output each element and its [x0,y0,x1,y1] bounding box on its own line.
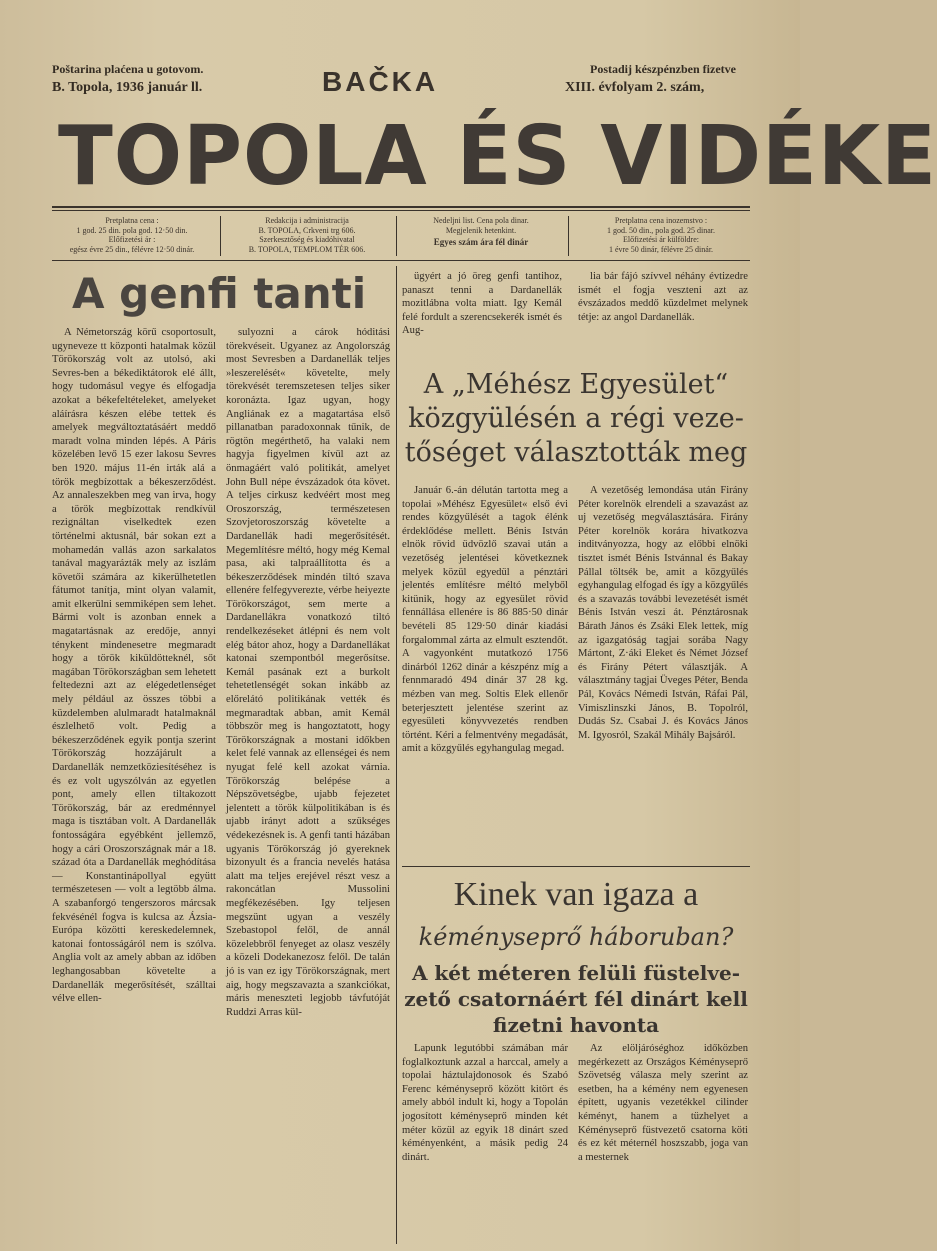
info-divider [220,216,221,256]
article-title-mehesz: A „Méhész Egyesület“ közgyülésén a régi veze- tőséget választották meg [404,369,748,468]
article-genfi-col4: lia bár fájó szívvel néhány évtizedre ismét el fogja veszteni azt az évszázados meddő küzdelmet melynek tétje: az angol Dardanellák. [578,271,748,323]
article-genfi-col3: ügyért a jó öreg genfi tantihoz, panaszt tenni a Dardanellák mozitlábna volta miatt. Igy Kemál felé fordult a szerencsekerék ismét és Aug- [402,271,562,337]
article-title-genfi: A genfi tanti [72,269,367,318]
info-divider [568,216,569,256]
article-mehesz-col2: A vezetőség lemondása után Firány Péter korelnök elrendeli a szavazást az uj vezetőség megválasztására. Firány Péter korelnök korára hivatkozva inditványozza, hogy az előbbi elnöki tisztet ismét Bénis Istvánnal és Bakay Pállal töltsék be, amit a közgyűlés egyhangulag elfogad és így a közgyűlés és a szavazás további levezetését ismét Bénis István veszi át. Pénztárosnak Bárath János és Zsáki Elek lettek, míg az igazgatóság tagjai sorába Nagy Mártont, Z·áki Eleket és Német József és Firány Pétert választják. A választmány tagjai Üveges Péter, Benda Pál, Kovács Némedi István, Ráfai Pál, Vimiszlinszki János, B. Topolról, Dudás Sz. Csabai J. és Kovács János M. Igyosról, Szakál Mihály Bajsáról. [578,485,748,741]
article-genfi-col2: sulyozni a cárok hóditási törekvéseit. Ugyanez az Angolország most Sevresben a Dardanellák teljes »leszerelését« követelte, mely törekvését teremszetesen teljes siker koronázta. Igaz ugyan, hogy Angliának ez a magatartása első pillanatban paradoxonnak tűnik, de rögtön megérthető, ha valaki nem hagyja figyelmen kívül azt az önmagáért való politikát, amelyet John Bull népe évszázadok óta követ. A teljes cirkusz kedvéért most meg Oroszország, természetesen Szovjetoroszország követelte a Dardanellák hadi megerősítését. Megemlítésre méltó, hogy még Kemal pasa, aki talpraállította és a békeszerződések mindén tiltó szava ellenére felfegyverezte, vérbe heiyezte Törökországot, sem merte a Dardanellákra vonatkozó tiltó rendelkezéseket átlépni és nem volt elég bátor ahoz, hogy a Dardanellákat katonai szempontból megerősítse. Kemál pasának ezt a burkolt tehetetlenségét sokan inkább az előrelátó politikának vették és megmaradtak abban, amit Kemál többször meg is hangoztatott, hogy Törökországnak a mostani időkben kelet felé vannak az ellenségei és nem nyugat felé kell azokat várnia. Törökország belépése a Népszövetségbe, ujabb fejezetet jelentett a török külpolitikában is és ujabb irányt adott a szükséges védekezésnek is. A genfi tanti házában ugyanis Törökország jó gyereknek bizonyult és a francia nevelés hatása alatt ma teljes erejével részt vesz a rakoncátlan Mussolini megfékezésében. Igy teljesen megszünt ugyan a veszély Szebastopol felől, de annál közelebbről fenyeget az olasz veszély a közeli Dodekanezosz felől. De talán jó is van ez igy Törökországnak, mert aig, hogy megszavazta a szankciókat, máris meneszteti legjobb távfutóját Ruddzi Arras kül- [226,327,390,1018]
masthead-rule-thin [52,210,750,211]
volume-number: XIII. évfolyam 2. szám, [565,80,705,95]
article-subtitle-kemeny: A két méteren felüli füstelve- zető csatornáért fél dinárt kell fizetni havonta [404,961,748,1037]
infobar-rule [52,260,750,261]
info-divider [396,216,397,256]
article-kemeny-col2: Az elöljáróséghoz időközben megérkezett az Országos Kéményseprő Szövetség válasza mely szerint az esetben, ha a kémény nem egyenesen épített, ugyanis vezetékkel cilinder kéményt, hanem a tüzhelyet a Kéményseprő füstvezető csatorna köti és ez két méternél hoszszabb, joga van a mesternek [578,1043,748,1163]
column-divider [396,266,397,1244]
article-genfi-col1: A Németország körű csoportosult, ugyneveze tt központi hatalmak közül Törökország volt az utolsó, aki Sevres-ben a békediktátorok elé állt, hogy tudomásul vegye és elfogadja azokat a békefeltételeket, amelyeket aláírásra készen elébe tettek és amelyek megváltoztatásáért meddő maradt volna minden lépés. A Páris közelében levő 15 ezer lakosu Sevres ben 1920. május 11-én irták alá a török megbízottak a békeszerződést. Az annaleszekben meg van irva, hogy a török megbízottak rendkívül rezignáltan viselkedtek ezen történelmi aktusnál, bár sokan ezt a mohamedán vallás azon sarkalatos tanával magyarázták mely az iszlám követői számára az kikerülhetetlen fátumot tanítja, mint olyan valamit, amit elkerülni semmiképen sem lehet. Bármi volt is azonban ennek a magatartásnak az eredője, annyi ténykent mindenesetre megmaradt hogy a török kiküldötteknél, sőt magában Törökországban sem lehetett feltedezni azt az elégedetlenséget mely például az összes többi a küzdelemben alulmaradt hatalmaknál észlelhető volt. Pedig a békeszerződének egyik pontja szerint Törökország hozzájárult a Dardanellák nemzetköziesítéséhez is és ez volt ugyszólván az egyetlen pont, amely ellen tiltakozott Törökország, bár az eredménnyel maga is tisztában volt. A Dardanellák fontosságára egyébként jellemző, hogy a cári Oroszországnak már a 18. század óta a Dardanellák meghódítása — Konstantinápollyal együtt természetesen — volt a legtöbb álma. A szabanforgó tengerszoros márcsak fekvésénél fogva is kulcsa az Ázsia-Európa közötti kereskedelemnek, katonai fontosságáról nem is szólva. Anglia volt az amely abban az időben leghangosabban követelte a Dardanellák megerősítését, szálltai vélve ellen- [52,327,216,1005]
article-mehesz-col1: Január 6.-án délután tartotta meg a topolai »Méhész Egyesület« első évi rendes közgyűlését a tagok élénk érdeklődése mellett. Bénis István elnök rövid üdvözlő szavai után a vezetőség jelentései következnek melyek közül egyedül a pénztári jelentés említésre méltó melyből kitünik, hogy az egyesület rövid fennállása ellenére is 86 885·50 dinár bevételi 85 129·50 dinár kiadási forgalommal zárta az elmult esztendőt. A vagyonként mutatkozó 1756 dinárból 1262 dinár a készpénz míg a fennmaradó 494 dinár 37 28 kg. mézben van meg. Soltis Elek ellenőr beterjesztett jelentése szerint az egyesületi könyvvezetés rendben történt. Kéri a felmentvény megadását, amit a közgyűlés egyhangulag megad. [402,485,568,755]
article-title-kemeny-2: kéményseprő háboruban? [418,923,734,951]
info-editorial: Redakcija i administracija B. TOPOLA, Crkveni trg 606. Szerkesztőség és kiadóhivatal B. TOPOLA, TEMPLOM TÉR 606. [248,216,366,254]
masthead-rule [52,206,750,208]
info-abroad: Pretplatna cena inozemstvo : 1 god. 50 din., pola god. 25 dinar. Előfizetési ár külföldre: 1 évre 50 dinár, félévre 25 dinár. [607,216,715,254]
postage-right: Postadij készpénzben fizetve [590,62,736,76]
info-subscription: Pretplatna cena : 1 god. 25 din. pola god. 12·50 din. Előfizetési ár : egész évre 25 din., félévre 12·50 dinár. [69,216,195,254]
postage-left: Poštarina plaćena u gotovom. [52,62,204,76]
article-kemeny-col1: Lapunk legutóbbi számában már foglalkoztunk azzal a harccal, amely a topolai háztulajdonosok és Szabó Ferenc kéményseprő között kitört és amely abból indult ki, hogy a Topolán jogosított kéményseprő minden két méter közül az egyik 18 dinárt szed kéményenként, a másik pedig 24 dinárt. [402,1043,568,1163]
article-title-kemeny: Kinek van igaza a [453,876,699,913]
info-price: Nedeljni list. Cena pola dinar. Megjelenik hetenkint. Egyes szám ára fél dinár [433,216,529,247]
section-rule [402,866,750,867]
masthead: TOPOLA ÉS VIDÉKE [58,109,937,204]
place-date: B. Topola, 1936 január ll. [52,80,203,95]
region-title: BAČKA [322,66,439,97]
